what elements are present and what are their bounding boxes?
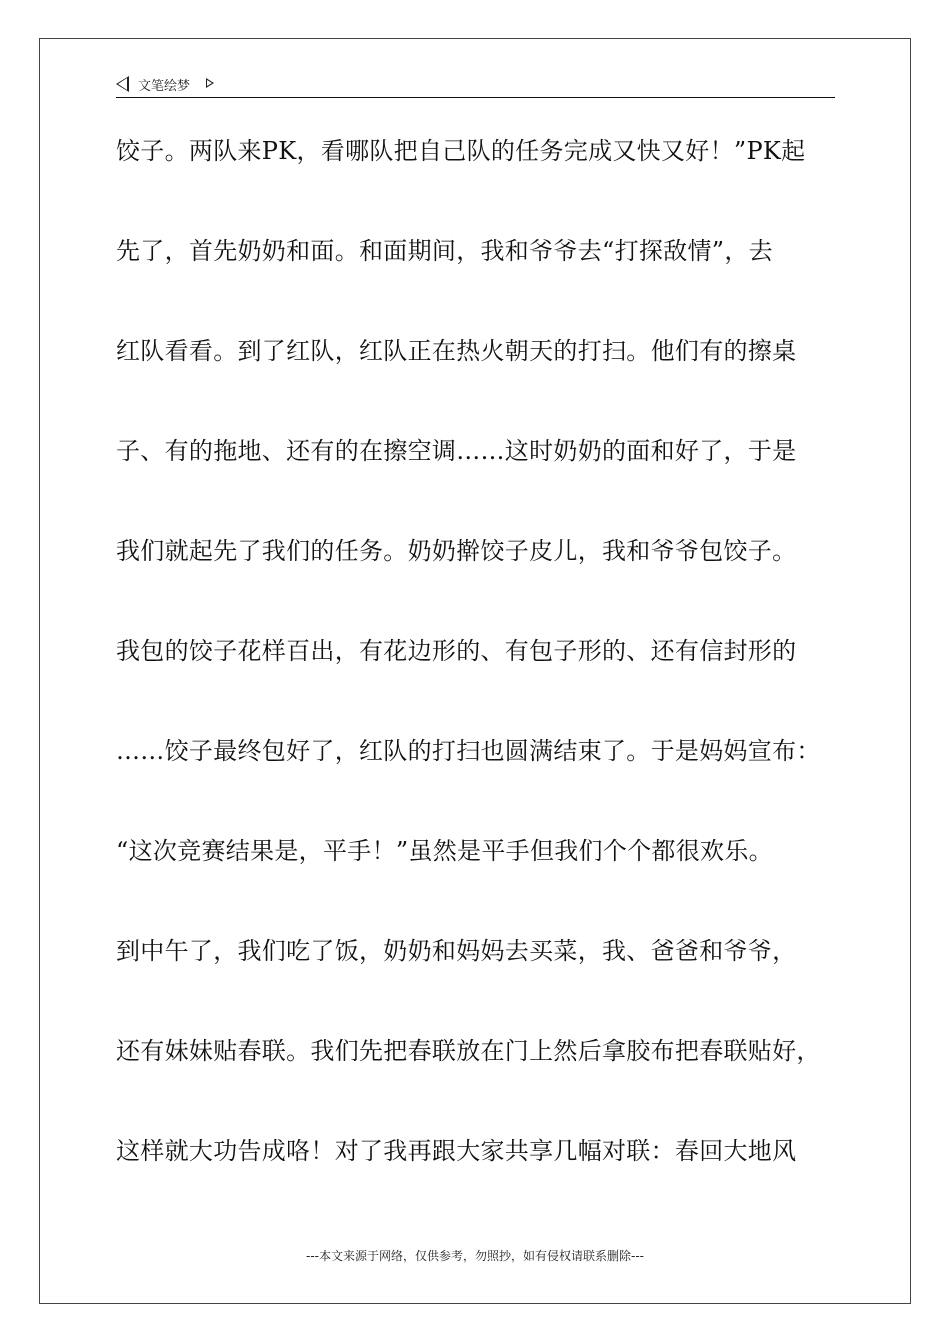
right-triangle-outline-icon [206, 78, 214, 88]
text-line: 子、有的拖地、还有的在擦空调……这时奶奶的面和好了，于是 [116, 437, 797, 465]
text-line: “这次竞赛结果是，平手！”虽然是平手但我们个个都很欢乐。 [116, 837, 773, 865]
text-line: ……饺子最终包好了，红队的打扫也圆满结束了。于是妈妈宣布： [116, 737, 821, 765]
article-body [116, 127, 856, 1227]
text-line: 红队看看。到了红队，红队正在热火朝天的打扫。他们有的擦桌 [116, 337, 797, 365]
header-divider [116, 97, 835, 98]
footer-disclaimer: ---本文来源于网络，仅供参考，勿照抄，如有侵权请联系删除--- [306, 1249, 644, 1263]
text-line: 这样就大功告成咯！对了我再跟大家共享几幅对联：春回大地风 [116, 1137, 797, 1165]
header-title: 文笔绘梦 [138, 79, 191, 94]
text-line: 先了，首先奶奶和面。和面期间，我和爷爷去“打探敌情”，去 [116, 237, 773, 265]
text-line: 到中午了，我们吃了饭，奶奶和妈妈去买菜，我、爸爸和爷爷， [116, 937, 797, 965]
text-line: 还有妹妹贴春联。我们先把春联放在门上然后拿胶布把春联贴好， [116, 1037, 821, 1065]
text-line: 我包的饺子花样百出，有花边形的、有包子形的、还有信封形的 [116, 637, 797, 665]
left-triangle-outline-icon [116, 76, 129, 92]
text-line: 饺子。两队来PK，看哪队把自己队的任务完成又快又好！”PK起 [116, 137, 806, 165]
page-header [116, 72, 835, 100]
text-line: 我们就起先了我们的任务。奶奶擀饺子皮儿，我和爷爷包饺子。 [116, 537, 797, 565]
